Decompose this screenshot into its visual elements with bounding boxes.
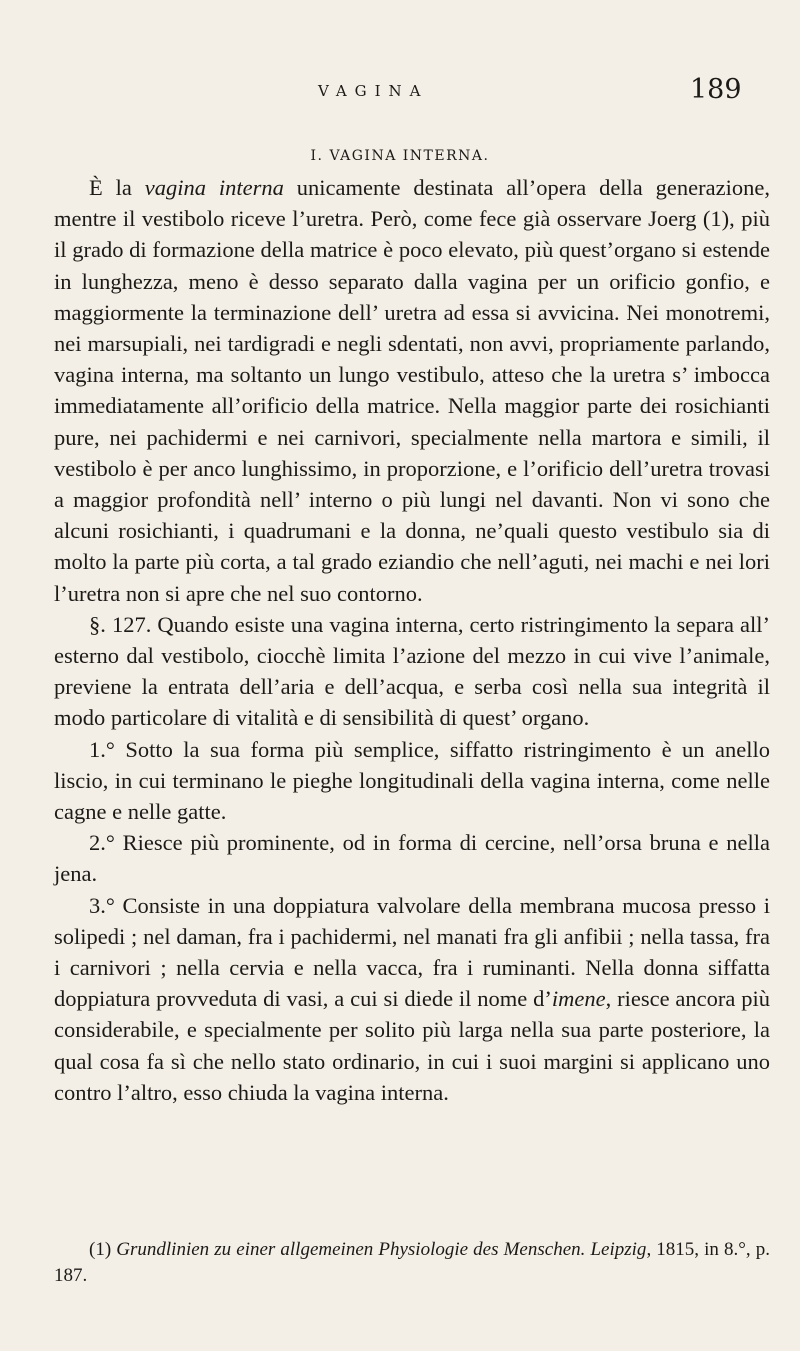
- footnote-details: , 1815, in 8.°, p. 187.: [54, 1239, 770, 1286]
- paragraph-text: È la: [89, 175, 145, 200]
- italic-term: vagina interna: [144, 175, 284, 200]
- running-title: VAGINA: [318, 82, 429, 100]
- running-head: [0, 70, 800, 110]
- paragraph-text: 2.° Riesce più prominente, od in forma di cercine, nell’orsa bruna e nella jena.: [54, 830, 770, 887]
- paragraph-item-1: [54, 734, 770, 828]
- page-number: 189: [690, 74, 742, 105]
- paragraph-text: 3.° Consiste in una doppiatura valvolare della membrana mucosa presso i solipedi ; nel daman, fra i pachidermi, nel manati fra gli anfibii ; nella tassa, fra i carnivori ; nella cervia e nella vacca, fra i ruminanti. Nella donna siffatta doppiatura provveduta di vasi, a cui si diede il nome d’: [54, 892, 770, 1012]
- paragraph-section-127: [54, 609, 770, 734]
- paragraph-intro: [54, 172, 770, 609]
- italic-term: imene: [551, 986, 606, 1012]
- footnote-title: Grundlinien zu einer allgemeinen Physiologie des Menschen. Leipzig: [116, 1239, 647, 1260]
- footnote-text: [54, 1237, 770, 1289]
- paragraph-text: §. 127. Quando esiste una vagina interna, certo ristringimento la separa all’ esterno dal vestibolo, ciocchè limita l’azione del mezzo in cui vive l’animale, previene la entrata dell’aria e dell’acqua, e serba così nella sua integrità il modo particolare di vitalità e di sensibilità di quest’ organo.: [54, 611, 770, 731]
- paragraph-text: unicamente destinata all’opera della generazione, mentre il vestibolo riceve l’uretra. Però, come fece già osservare Joerg (1), più il grado di formazione della matrice è poco elevato, più quest’organo si estende in lunghezza, meno è desso separato dalla vagina per un orificio gonfio, e maggiormente la terminazione dell’ uretra ad essa si avvicina. Nei monotremi, nei marsupiali, nei tardigradi e negli sdentati, non avvi, propriamente parlando, vagina interna, ma soltanto un lungo vestibulo, atteso che la uretra s’ imbocca immediatamente all’orificio della matrice. Nella maggior parte dei rosichianti pure, nei pachidermi e nei carnivori, specialmente nella martora e simili, il vestibolo è per anco lunghissimo, in proporzione, e l’orificio dell’uretra trovasi a maggior profondità nell’ interno o più lungi nel davanti. Non vi sono che alcuni rosichianti, i quadrumani e la donna, ne’quali questo vestibulo sia di molto la parte più corta, a tal grado eziandio che nell’aguti, nei machi e nei lori l’uretra non si apre che nel suo contorno.: [54, 175, 770, 606]
- paragraph-text: , riesce ancora più considerabile, e specialmente per solito più larga nella sua parte posteriore, la qual cosa fa sì che nello stato ordinario, in cui i suoi margini si applicano uno contro l’altro, esso chiuda la vagina interna.: [54, 986, 770, 1105]
- paragraph-item-3: [54, 890, 770, 1108]
- paragraph-item-2: [54, 827, 770, 889]
- section-heading: I. VAGINA INTERNA.: [310, 148, 490, 164]
- paragraph-text: 1.° Sotto la sua forma più semplice, siffatto ristringimento è un anello liscio, in cui terminano le pieghe longitudinali della vagina interna, come nelle cagne e nelle gatte.: [54, 736, 770, 825]
- footnote-mark: (1): [89, 1239, 117, 1260]
- footnote: [54, 1237, 770, 1289]
- body-text: [54, 172, 770, 1108]
